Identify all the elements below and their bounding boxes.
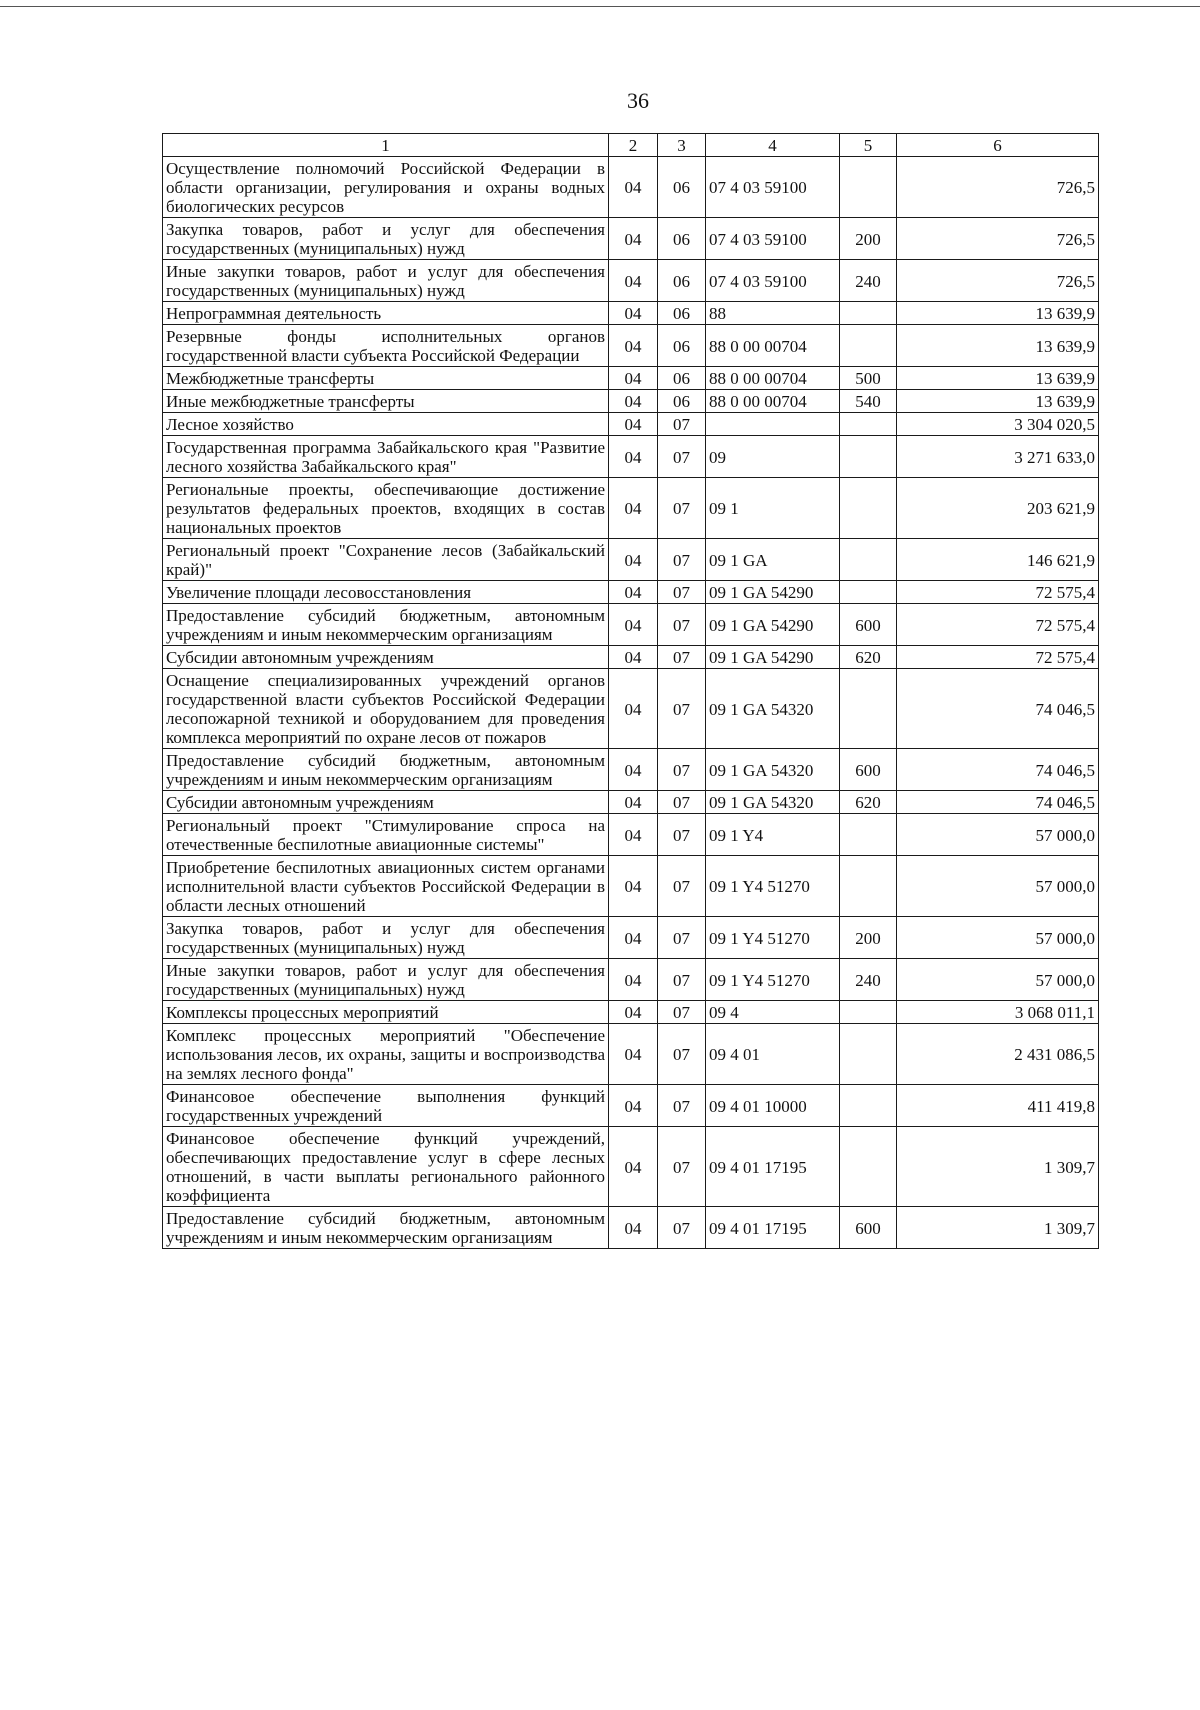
row-subsection: 06: [658, 390, 706, 413]
table-body: [163, 157, 1099, 1249]
row-target-article: 09: [706, 436, 840, 478]
row-amount: 72 575,4: [897, 604, 1099, 646]
table-row: [163, 367, 1099, 390]
header-cell: 2: [609, 134, 658, 157]
row-section: 04: [609, 814, 658, 856]
table-row: [163, 1001, 1099, 1024]
table-row: [163, 1024, 1099, 1085]
row-name: Предоставление субсидий бюджетным, автономным учреждениям и иным некоммерческим организациям: [163, 749, 609, 791]
row-name: Иные межбюджетные трансферты: [163, 390, 609, 413]
row-expense-type: [840, 478, 897, 539]
row-subsection: 06: [658, 260, 706, 302]
row-subsection: 07: [658, 749, 706, 791]
row-section: 04: [609, 478, 658, 539]
row-subsection: 07: [658, 1207, 706, 1249]
row-expense-type: [840, 539, 897, 581]
row-target-article: 09 1 Y4 51270: [706, 856, 840, 917]
row-expense-type: 240: [840, 959, 897, 1001]
row-amount: 13 639,9: [897, 367, 1099, 390]
row-name: Региональный проект "Стимулирование спроса на отечественные беспилотные авиационные системы": [163, 814, 609, 856]
row-section: 04: [609, 157, 658, 218]
row-amount: 13 639,9: [897, 302, 1099, 325]
row-name: Комплексы процессных мероприятий: [163, 1001, 609, 1024]
row-section: 04: [609, 856, 658, 917]
row-target-article: 09 4 01: [706, 1024, 840, 1085]
row-subsection: 07: [658, 413, 706, 436]
row-expense-type: 500: [840, 367, 897, 390]
row-expense-type: 200: [840, 917, 897, 959]
row-name: Приобретение беспилотных авиационных систем органами исполнительной власти субъектов Российской Федерации в области лесных отношений: [163, 856, 609, 917]
row-target-article: 09 4 01 17195: [706, 1127, 840, 1207]
row-subsection: 06: [658, 325, 706, 367]
row-section: 04: [609, 646, 658, 669]
table-row: [163, 390, 1099, 413]
row-name: Субсидии автономным учреждениям: [163, 791, 609, 814]
row-target-article: 88: [706, 302, 840, 325]
row-expense-type: 600: [840, 604, 897, 646]
row-subsection: 07: [658, 1127, 706, 1207]
row-name: Увеличение площади лесовосстановления: [163, 581, 609, 604]
row-subsection: 07: [658, 856, 706, 917]
row-section: 04: [609, 1207, 658, 1249]
row-target-article: 07 4 03 59100: [706, 218, 840, 260]
row-subsection: 07: [658, 917, 706, 959]
row-subsection: 06: [658, 302, 706, 325]
row-section: 04: [609, 390, 658, 413]
row-target-article: 07 4 03 59100: [706, 260, 840, 302]
row-expense-type: [840, 413, 897, 436]
row-name: Комплекс процессных мероприятий "Обеспечение использования лесов, их охраны, защиты и воспроизводства на землях лесного фонда": [163, 1024, 609, 1085]
row-name: Иные закупки товаров, работ и услуг для обеспечения государственных (муниципальных) нужд: [163, 260, 609, 302]
row-subsection: 07: [658, 791, 706, 814]
row-amount: 72 575,4: [897, 581, 1099, 604]
table-row: [163, 1127, 1099, 1207]
row-subsection: 07: [658, 959, 706, 1001]
row-section: 04: [609, 1127, 658, 1207]
row-amount: 3 304 020,5: [897, 413, 1099, 436]
row-section: 04: [609, 604, 658, 646]
row-target-article: 07 4 03 59100: [706, 157, 840, 218]
row-section: 04: [609, 367, 658, 390]
header-row: [163, 134, 1099, 157]
row-section: 04: [609, 1001, 658, 1024]
row-amount: 726,5: [897, 260, 1099, 302]
row-expense-type: [840, 814, 897, 856]
row-section: 04: [609, 917, 658, 959]
row-name: Финансовое обеспечение функций учреждений, обеспечивающих предоставление услуг в сфере лесных отношений, в части выплаты регионального районного коэффициента: [163, 1127, 609, 1207]
row-amount: 2 431 086,5: [897, 1024, 1099, 1085]
row-section: 04: [609, 749, 658, 791]
row-expense-type: 620: [840, 791, 897, 814]
row-section: 04: [609, 218, 658, 260]
row-expense-type: [840, 436, 897, 478]
row-name: Государственная программа Забайкальского края "Развитие лесного хозяйства Забайкальского края": [163, 436, 609, 478]
row-target-article: 09 4 01 10000: [706, 1085, 840, 1127]
row-amount: 13 639,9: [897, 325, 1099, 367]
page-number: 36: [627, 88, 649, 113]
row-name: Осуществление полномочий Российской Федерации в области организации, регулирования и охраны водных биологических ресурсов: [163, 157, 609, 218]
row-expense-type: [840, 1127, 897, 1207]
row-target-article: 09 1 Y4 51270: [706, 959, 840, 1001]
row-subsection: 07: [658, 1001, 706, 1024]
row-name: Оснащение специализированных учреждений органов государственной власти субъектов Российской Федерации лесопожарной техникой и оборудованием для проведения комплекса мероприятий по охране лесов от пожаров: [163, 669, 609, 749]
row-expense-type: [840, 669, 897, 749]
row-expense-type: [840, 1024, 897, 1085]
header-cell: 1: [163, 134, 609, 157]
row-target-article: 09 1 GA 54320: [706, 669, 840, 749]
row-amount: 74 046,5: [897, 669, 1099, 749]
row-expense-type: 540: [840, 390, 897, 413]
row-target-article: 09 1: [706, 478, 840, 539]
row-target-article: 09 1 GA 54290: [706, 604, 840, 646]
row-amount: 57 000,0: [897, 959, 1099, 1001]
table-row: [163, 791, 1099, 814]
row-name: Региональные проекты, обеспечивающие достижение результатов федеральных проектов, входящих в состав национальных проектов: [163, 478, 609, 539]
row-target-article: 09 1 GA 54290: [706, 581, 840, 604]
row-expense-type: 600: [840, 749, 897, 791]
row-subsection: 07: [658, 581, 706, 604]
row-subsection: 07: [658, 604, 706, 646]
row-target-article: 09 1 GA 54290: [706, 646, 840, 669]
row-amount: 72 575,4: [897, 646, 1099, 669]
row-name: Предоставление субсидий бюджетным, автономным учреждениям и иным некоммерческим организациям: [163, 604, 609, 646]
row-expense-type: [840, 581, 897, 604]
table-row: [163, 917, 1099, 959]
table-row: [163, 604, 1099, 646]
row-name: Непрограммная деятельность: [163, 302, 609, 325]
row-name: Региональный проект "Сохранение лесов (Забайкальский край)": [163, 539, 609, 581]
row-section: 04: [609, 1024, 658, 1085]
row-amount: 57 000,0: [897, 856, 1099, 917]
row-target-article: 09 1 Y4 51270: [706, 917, 840, 959]
row-section: 04: [609, 260, 658, 302]
header-cell: 3: [658, 134, 706, 157]
row-section: 04: [609, 413, 658, 436]
table-row: [163, 1085, 1099, 1127]
table-row: [163, 856, 1099, 917]
row-name: Субсидии автономным учреждениям: [163, 646, 609, 669]
row-amount: 74 046,5: [897, 791, 1099, 814]
row-amount: 3 271 633,0: [897, 436, 1099, 478]
table-row: [163, 302, 1099, 325]
row-expense-type: [840, 325, 897, 367]
row-section: 04: [609, 539, 658, 581]
table-row: [163, 157, 1099, 218]
table-row: [163, 581, 1099, 604]
row-target-article: 09 4: [706, 1001, 840, 1024]
row-amount: 146 621,9: [897, 539, 1099, 581]
row-subsection: 06: [658, 367, 706, 390]
row-name: Резервные фонды исполнительных органов государственной власти субъекта Российской Федерации: [163, 325, 609, 367]
row-amount: 74 046,5: [897, 749, 1099, 791]
row-amount: 13 639,9: [897, 390, 1099, 413]
row-expense-type: [840, 1085, 897, 1127]
row-expense-type: 620: [840, 646, 897, 669]
row-subsection: 07: [658, 1024, 706, 1085]
row-subsection: 06: [658, 218, 706, 260]
row-amount: 1 309,7: [897, 1207, 1099, 1249]
header-cell: 6: [897, 134, 1099, 157]
row-subsection: 06: [658, 157, 706, 218]
header-cell: 4: [706, 134, 840, 157]
row-name: Иные закупки товаров, работ и услуг для обеспечения государственных (муниципальных) нужд: [163, 959, 609, 1001]
row-expense-type: 600: [840, 1207, 897, 1249]
row-expense-type: [840, 302, 897, 325]
row-target-article: 09 1 Y4: [706, 814, 840, 856]
row-subsection: 07: [658, 646, 706, 669]
row-expense-type: 240: [840, 260, 897, 302]
row-expense-type: [840, 856, 897, 917]
table-row: [163, 478, 1099, 539]
top-rule: [0, 6, 1200, 7]
header-cell: 5: [840, 134, 897, 157]
row-name: Предоставление субсидий бюджетным, автономным учреждениям и иным некоммерческим организациям: [163, 1207, 609, 1249]
table-row: [163, 749, 1099, 791]
row-amount: 57 000,0: [897, 814, 1099, 856]
row-target-article: [706, 413, 840, 436]
row-expense-type: [840, 1001, 897, 1024]
row-section: 04: [609, 669, 658, 749]
row-amount: 411 419,8: [897, 1085, 1099, 1127]
row-target-article: 09 1 GA 54320: [706, 749, 840, 791]
row-section: 04: [609, 581, 658, 604]
table-row: [163, 1207, 1099, 1249]
row-section: 04: [609, 791, 658, 814]
row-amount: 203 621,9: [897, 478, 1099, 539]
row-target-article: 09 4 01 17195: [706, 1207, 840, 1249]
row-section: 04: [609, 1085, 658, 1127]
table-row: [163, 218, 1099, 260]
row-name: Финансовое обеспечение выполнения функций государственных учреждений: [163, 1085, 609, 1127]
table-row: [163, 646, 1099, 669]
row-section: 04: [609, 302, 658, 325]
row-target-article: 09 1 GA 54320: [706, 791, 840, 814]
row-target-article: 88 0 00 00704: [706, 325, 840, 367]
row-subsection: 07: [658, 436, 706, 478]
row-expense-type: [840, 157, 897, 218]
row-subsection: 07: [658, 669, 706, 749]
row-subsection: 07: [658, 814, 706, 856]
table-row: [163, 413, 1099, 436]
row-section: 04: [609, 959, 658, 1001]
row-target-article: 88 0 00 00704: [706, 367, 840, 390]
row-subsection: 07: [658, 539, 706, 581]
table-row: [163, 814, 1099, 856]
row-section: 04: [609, 436, 658, 478]
row-amount: 57 000,0: [897, 917, 1099, 959]
row-amount: 726,5: [897, 218, 1099, 260]
row-subsection: 07: [658, 1085, 706, 1127]
row-amount: 726,5: [897, 157, 1099, 218]
row-target-article: 09 1 GA: [706, 539, 840, 581]
row-section: 04: [609, 325, 658, 367]
table-row: [163, 669, 1099, 749]
row-name: Межбюджетные трансферты: [163, 367, 609, 390]
budget-table: [162, 133, 1099, 1249]
row-name: Лесное хозяйство: [163, 413, 609, 436]
table-row: [163, 539, 1099, 581]
row-subsection: 07: [658, 478, 706, 539]
row-name: Закупка товаров, работ и услуг для обеспечения государственных (муниципальных) нужд: [163, 218, 609, 260]
table-row: [163, 260, 1099, 302]
row-amount: 3 068 011,1: [897, 1001, 1099, 1024]
row-expense-type: 200: [840, 218, 897, 260]
row-target-article: 88 0 00 00704: [706, 390, 840, 413]
row-amount: 1 309,7: [897, 1127, 1099, 1207]
row-name: Закупка товаров, работ и услуг для обеспечения государственных (муниципальных) нужд: [163, 917, 609, 959]
table-row: [163, 436, 1099, 478]
table-row: [163, 325, 1099, 367]
table-row: [163, 959, 1099, 1001]
